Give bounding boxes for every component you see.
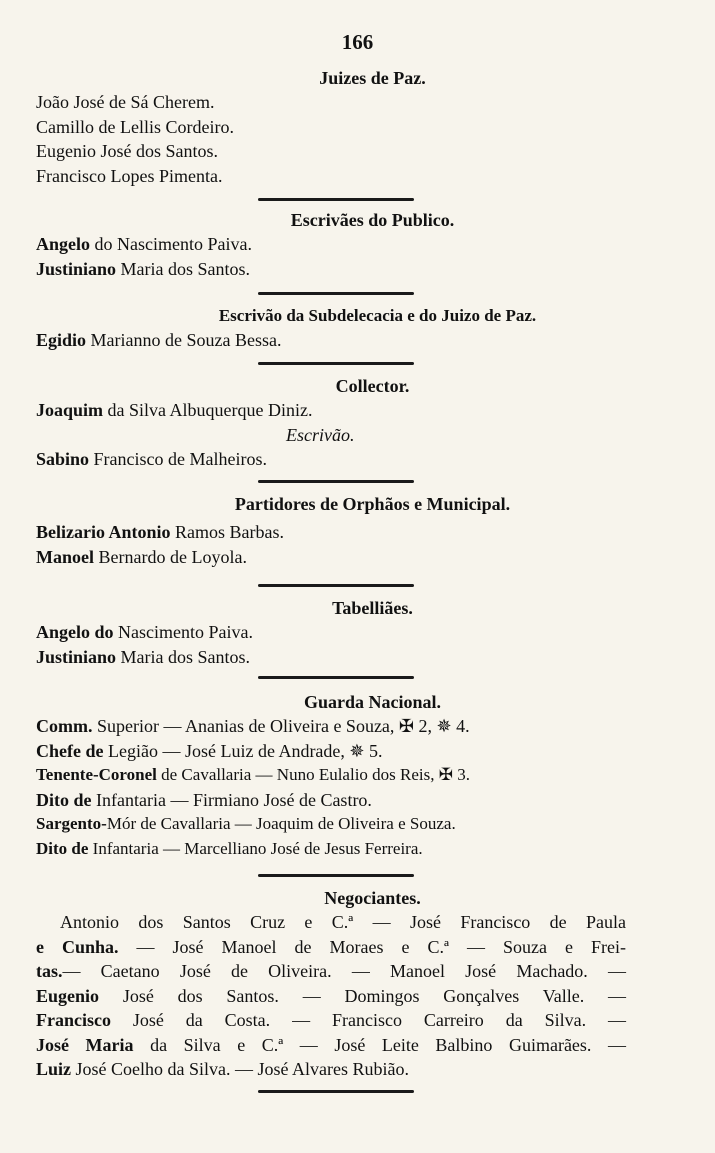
guarda-line: Tenente-Coronel de Cavallaria — Nuno Eulalio dos Reis, ✠ 3. — [36, 765, 470, 784]
heading-guarda: Guarda Nacional. — [303, 692, 441, 712]
section-juizes — [0, 66, 715, 188]
negociante-line: e Cunha. — José Manoel de Moraes e C.ª — Souza e Frei- — [36, 936, 626, 957]
guarda-line: Dito de Infantaria — Marcelliano José de Jesus Ferreira. — [36, 838, 423, 858]
partidor-line: Manoel Bernardo de Loyola. — [36, 546, 247, 567]
juiz-line: Camillo de Lellis Cordeiro. — [36, 116, 234, 137]
divider-rule — [258, 362, 414, 365]
collector-line: Joaquim da Silva Albuquerque Diniz. — [36, 400, 313, 420]
divider-rule — [258, 874, 414, 877]
heading-juizes: Juizes de Paz. — [319, 68, 426, 88]
guarda-line: Dito de Infantaria — Firmiano José de Castro. — [36, 789, 372, 810]
section-guarda — [0, 690, 715, 861]
heading-escrivaes: Escrivães do Publico. — [290, 210, 455, 230]
divider-rule — [258, 584, 414, 587]
negociante-line: José Maria da Silva e C.ª — José Leite Balbino Guimarães. — — [36, 1034, 626, 1055]
heading-subdelegacia: Escrivão da Subdelecacia e do Juizo de Paz. — [218, 306, 537, 325]
juiz-line: Francisco Lopes Pimenta. — [36, 165, 223, 186]
heading-collector: Collector. — [335, 376, 410, 396]
negociante-line: Luiz José Coelho da Silva. — José Alvares Rubião. — [36, 1059, 409, 1079]
juiz-line: Eugenio José dos Santos. — [36, 141, 218, 161]
section-partidores — [0, 492, 715, 569]
tabelliao-line: Justiniano Maria dos Santos. — [36, 646, 251, 667]
partidor-line: Belizario Antonio Ramos Barbas. — [36, 522, 284, 542]
heading-tabelliaes: Tabelliães. — [332, 598, 413, 618]
section-tabelliaes — [0, 596, 715, 669]
negociante-line: tas.— Caetano José de Oliveira. — Manoel José Machado. — — [36, 961, 626, 981]
guarda-line: Sargento-Mór de Cavallaria — Joaquim de Oliveira e Souza. — [36, 814, 456, 833]
section-escrivaes — [0, 208, 715, 281]
negociante-line: Antonio dos Santos Cruz e C.ª — José Francisco de Paula — [60, 912, 626, 932]
negociante-line: Francisco José da Costa. — Francisco Carreiro da Silva. — — [36, 1010, 626, 1030]
section-subdelegacia — [0, 304, 715, 353]
section-negociantes — [0, 886, 715, 1082]
escrivao-line: Angelo do Nascimento Paiva. — [36, 234, 252, 254]
guarda-line: Chefe de Legião — José Luiz de Andrade, ✵ 5. — [36, 740, 383, 761]
page-number: 166 — [341, 30, 374, 54]
divider-rule — [258, 1090, 414, 1093]
heading-negociantes: Negociantes. — [324, 888, 421, 908]
juiz-line: João José de Sá Cherem. — [36, 92, 215, 112]
section-collector — [0, 374, 715, 472]
tabelliao-line: Angelo do Nascimento Paiva. — [36, 622, 253, 642]
guarda-line: Comm. Superior — Ananias de Oliveira e Souza, ✠ 2, ✵ 4. — [36, 716, 470, 736]
divider-rule — [258, 198, 414, 201]
divider-rule — [258, 480, 414, 483]
escrivao-line: Justiniano Maria dos Santos. — [36, 258, 251, 279]
divider-rule — [258, 292, 414, 295]
subdelegacia-line: Egidio Marianno de Souza Bessa. — [36, 330, 282, 350]
subheading-escrivao: Escrivão. — [286, 424, 355, 445]
heading-partidores: Partidores de Orphãos e Municipal. — [234, 494, 511, 514]
negociante-line: Eugenio José dos Santos. — Domingos Gonçalves Valle. — — [36, 985, 626, 1006]
collector-escrivao-line: Sabino Francisco de Malheiros. — [36, 449, 267, 469]
divider-rule — [258, 676, 414, 679]
